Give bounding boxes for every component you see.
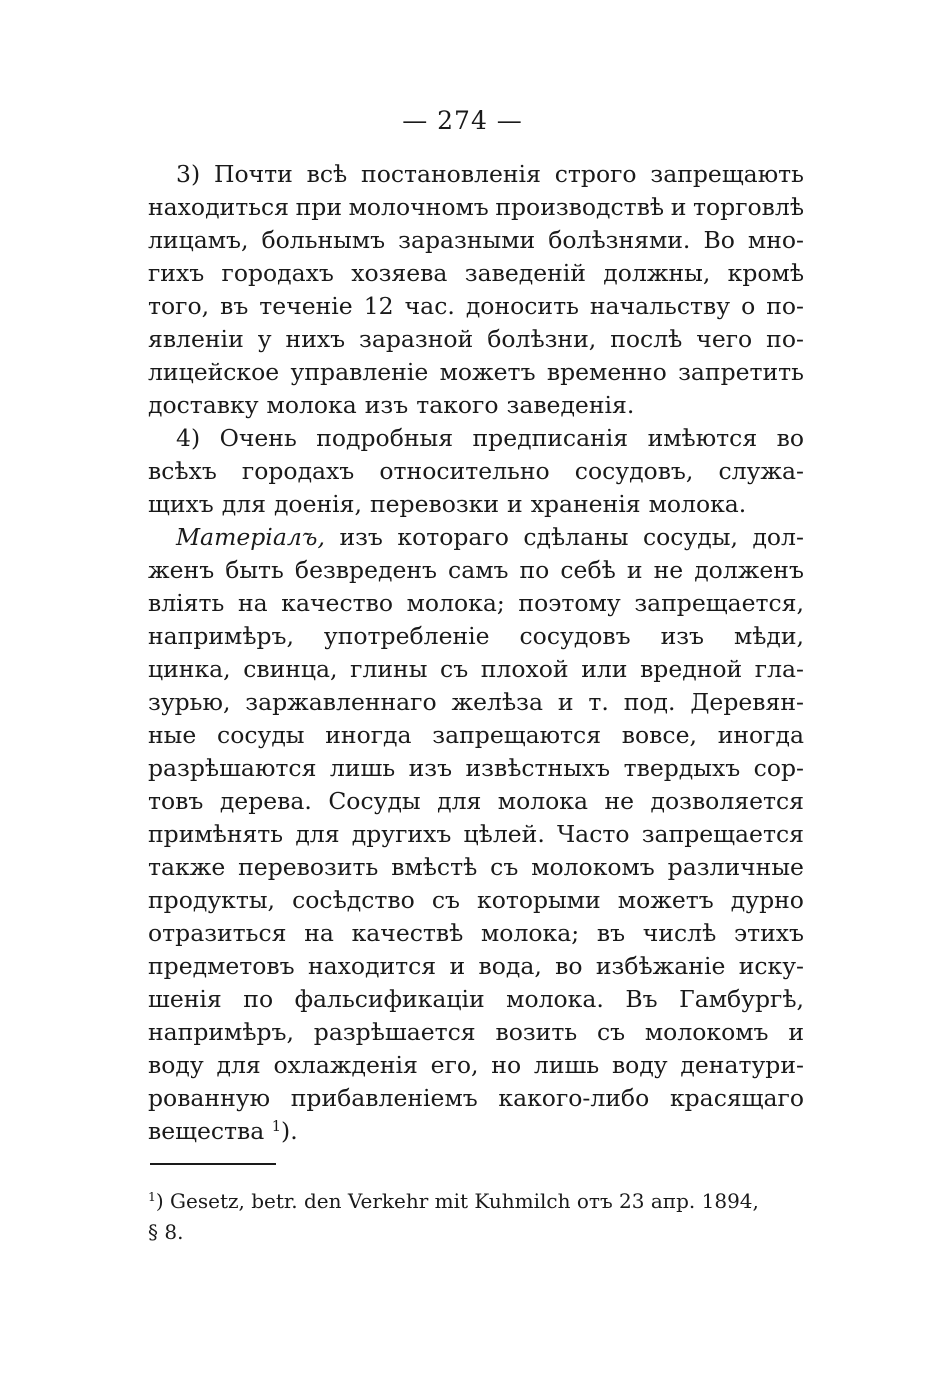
footnote-line xyxy=(148,1217,804,1248)
footnote-divider xyxy=(150,1163,276,1165)
text-line: товъ дерева. Сосуды для молока не дозволяется xyxy=(148,787,804,815)
footnote-text: $^1$) Gesetz, betr. den Verkehr mit Kuhmilch отъ 23 апр. 1894, xyxy=(148,1189,759,1213)
paragraph xyxy=(148,422,804,521)
text-line: гихъ городахъ хозяева заведеній должны, кромѣ xyxy=(148,259,804,287)
italic-term: Матеріалъ, xyxy=(176,523,325,551)
text-line: Матеріалъ, изъ котораго сдѣланы сосуды, дол- xyxy=(148,521,804,554)
text-line: шенія по фальсификаціи молока. Въ Гамбургѣ, xyxy=(148,985,804,1013)
footnote-line xyxy=(148,1186,804,1217)
text-line: примѣнять для другихъ цѣлей. Часто запрещается xyxy=(148,820,804,848)
text-line: женъ быть безвреденъ самъ по себѣ и не долженъ xyxy=(148,556,804,584)
footnote-text-continued: § 8. xyxy=(148,1220,184,1244)
paragraph xyxy=(148,158,804,422)
text-line: отразиться на качествѣ молока; въ числѣ этихъ xyxy=(148,919,804,947)
footnotes xyxy=(148,1186,804,1248)
text-line: напримѣръ, употребленіе сосудовъ изъ мѣди, xyxy=(148,622,804,650)
text-line: 4) Очень подробныя предписанія имѣются во xyxy=(176,424,804,452)
text-line: 3) Почти всѣ постановленія строго запрещають xyxy=(176,160,804,188)
text-line: лицамъ, больнымъ заразными болѣзнями. Во мно- xyxy=(148,226,804,254)
text-line: щихъ для доенія, перевозки и храненія молока. xyxy=(148,490,747,518)
text-line: воду для охлажденія его, но лишь воду денатури- xyxy=(148,1051,804,1079)
text-line: того, въ теченіе 12 час. доносить начальству о по- xyxy=(148,292,804,320)
text-line: вліять на качество молока; поэтому запрещается, xyxy=(148,589,804,617)
text-line: явленіи у нихъ заразной болѣзни, послѣ чего по- xyxy=(148,325,804,353)
text-line: рованную прибавленіемъ какого-либо красящаго xyxy=(148,1084,804,1112)
text-line: находиться при молочномъ производствѣ и торговлѣ xyxy=(148,193,804,221)
body-text xyxy=(148,158,804,1148)
text-line: разрѣшаются лишь изъ извѣстныхъ твердыхъ сор- xyxy=(148,754,804,782)
text-line: предметовъ находится и вода, во избѣжаніе иску- xyxy=(148,952,804,980)
text-line: цинка, свинца, глины съ плохой или вредной гла- xyxy=(148,655,804,683)
footnote-reference: 1 xyxy=(271,1118,282,1135)
page-number: — 274 — xyxy=(402,106,523,135)
text-line: также перевозить вмѣстѣ съ молокомъ различные xyxy=(148,853,804,881)
text-line: зурью, заржавленнаго желѣза и т. под. Деревян- xyxy=(148,688,804,716)
text-line: лицейское управленіе можетъ временно запретить xyxy=(148,358,804,386)
text-line: доставку молока изъ такого заведенія. xyxy=(148,391,635,419)
text-line: напримѣръ, разрѣшается возить съ молокомъ и xyxy=(148,1018,804,1046)
paragraph xyxy=(148,521,804,1148)
text-line: продукты, сосѣдство съ которыми можетъ дурно xyxy=(148,886,804,914)
footnote-marker: 1 xyxy=(148,1189,156,1205)
text-line: ные сосуды иногда запрещаются вовсе, иногда xyxy=(148,721,804,749)
text-line: всѣхъ городахъ относительно сосудовъ, служа- xyxy=(148,457,804,485)
text-line: вещества $^1$). xyxy=(148,1117,298,1145)
